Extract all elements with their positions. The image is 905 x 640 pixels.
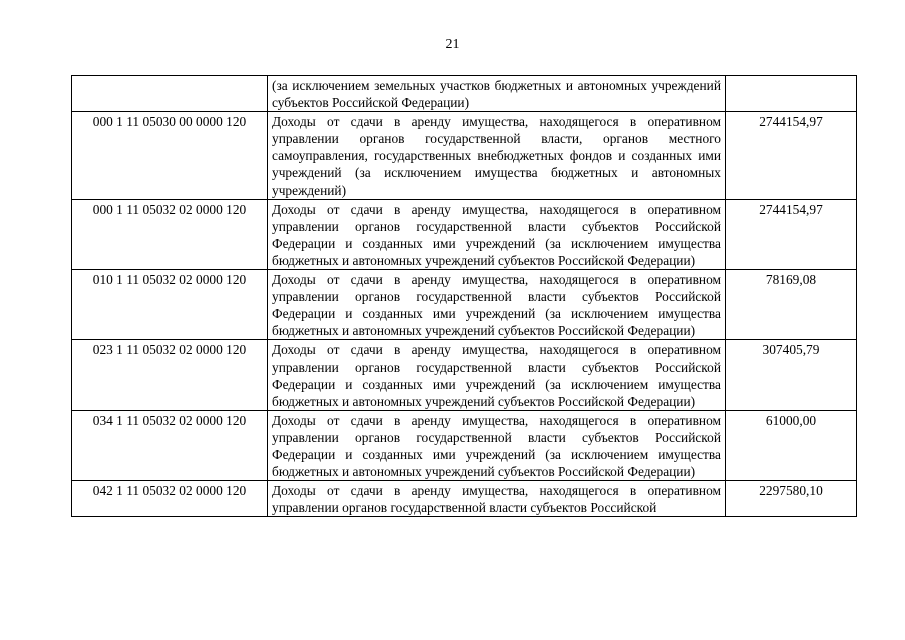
budget-code-cell xyxy=(72,76,268,112)
budget-code-cell: 042 1 11 05032 02 0000 120 xyxy=(72,481,268,517)
amount-cell: 61000,00 xyxy=(726,410,857,480)
table-row xyxy=(72,199,857,269)
table-row xyxy=(72,112,857,199)
table-row xyxy=(72,76,857,112)
amount-cell: 2744154,97 xyxy=(726,112,857,199)
table-row xyxy=(72,340,857,410)
budget-code-cell: 000 1 11 05032 02 0000 120 xyxy=(72,199,268,269)
budget-code-cell: 000 1 11 05030 00 0000 120 xyxy=(72,112,268,199)
description-cell: Доходы от сдачи в аренду имущества, находящегося в оперативном управлении органов государственной власти субъектов Российской xyxy=(268,481,726,517)
description-cell: Доходы от сдачи в аренду имущества, находящегося в оперативном управлении органов государственной власти субъектов Российской Федерации и созданных ими учреждений (за исключением имущества бюджетных и автономных учреждений субъектов Российской Федерации) xyxy=(268,199,726,269)
budget-code-cell: 023 1 11 05032 02 0000 120 xyxy=(72,340,268,410)
description-cell: Доходы от сдачи в аренду имущества, находящегося в оперативном управлении органов государственной власти, органов местного самоуправления, государственных внебюджетных фондов и созданных ими учреждений (за исключением имущества бюджетных и автономных учреждений) xyxy=(268,112,726,199)
amount-cell: 307405,79 xyxy=(726,340,857,410)
description-cell: Доходы от сдачи в аренду имущества, находящегося в оперативном управлении органов государственной власти субъектов Российской Федерации и созданных ими учреждений (за исключением имущества бюджетных и автономных учреждений субъектов Российской Федерации) xyxy=(268,410,726,480)
table-row xyxy=(72,481,857,517)
amount-cell xyxy=(726,76,857,112)
budget-revenue-table xyxy=(71,75,857,517)
budget-code-cell: 034 1 11 05032 02 0000 120 xyxy=(72,410,268,480)
table-row xyxy=(72,270,857,340)
amount-cell: 2744154,97 xyxy=(726,199,857,269)
table-row xyxy=(72,410,857,480)
budget-code-cell: 010 1 11 05032 02 0000 120 xyxy=(72,270,268,340)
amount-cell: 78169,08 xyxy=(726,270,857,340)
amount-cell: 2297580,10 xyxy=(726,481,857,517)
description-cell: (за исключением земельных участков бюджетных и автономных учреждений субъектов Российской Федерации) xyxy=(268,76,726,112)
description-cell: Доходы от сдачи в аренду имущества, находящегося в оперативном управлении органов государственной власти субъектов Российской Федерации и созданных ими учреждений (за исключением имущества бюджетных и автономных учреждений субъектов Российской Федерации) xyxy=(268,340,726,410)
description-cell: Доходы от сдачи в аренду имущества, находящегося в оперативном управлении органов государственной власти субъектов Российской Федерации и созданных ими учреждений (за исключением имущества бюджетных и автономных учреждений субъектов Российской Федерации) xyxy=(268,270,726,340)
page-number: 21 xyxy=(445,37,460,52)
